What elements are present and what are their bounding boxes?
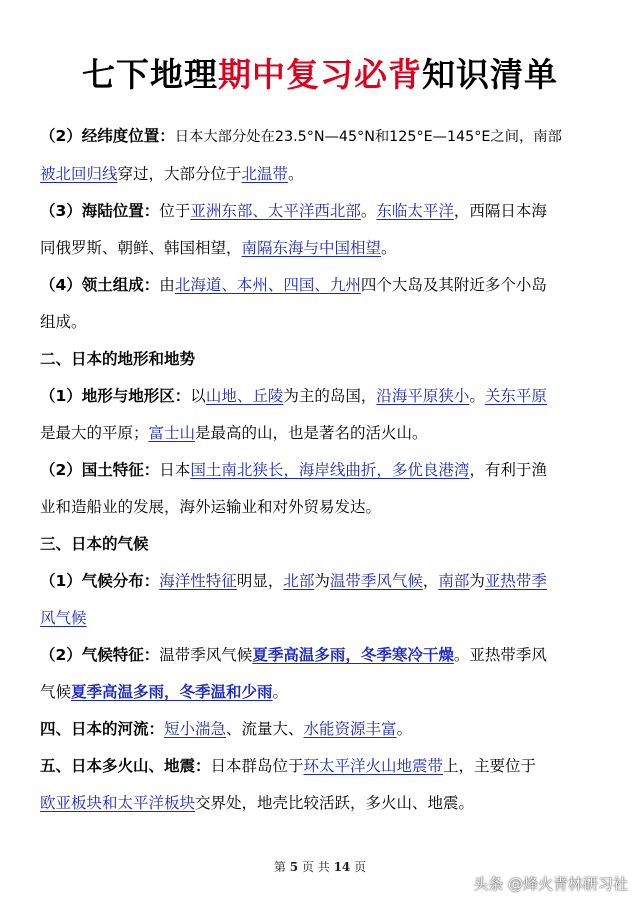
answer: 北海道、本州、四国、九州 <box>174 276 361 294</box>
answer: 亚洲东部、太平洋西北部 <box>190 202 361 220</box>
text: 明显， <box>236 572 284 590</box>
text: 。亚热带季风 <box>453 646 547 664</box>
text: 交界处，地壳比较活跃，多火山、地震。 <box>195 794 475 812</box>
answer: 夏季高温多雨，冬季温和少雨 <box>71 683 273 701</box>
text: ， <box>422 572 439 590</box>
section-heading-terrain: 二、日本的地形和地势 <box>40 350 196 368</box>
text: 日本群岛位于 <box>210 757 304 775</box>
title-part-3: 知识清单 <box>422 55 558 94</box>
page-title <box>0 50 640 100</box>
text: 四个大岛及其附近多个小岛 <box>360 276 547 294</box>
text: 业和造船业的发展，海外运输业和对外贸易发达。 <box>40 498 382 516</box>
page-total: 14 <box>333 860 351 874</box>
paragraph-lat-long <box>40 118 610 193</box>
answer: 北温带 <box>241 165 289 183</box>
text: 以 <box>190 387 206 405</box>
text: 。 <box>469 387 485 405</box>
paragraph-landform <box>40 378 610 452</box>
text: 气候 <box>40 683 72 701</box>
text: ，西隔日本海 <box>453 202 547 220</box>
text: 穿过，大部分位于 <box>117 165 242 183</box>
paragraph-territory-feature <box>40 452 610 526</box>
text: 为 <box>469 572 485 590</box>
section-heading-climate: 三、日本的气候 <box>40 535 149 553</box>
answer: 被北回归线 <box>40 165 118 183</box>
label: （2）气候特征： <box>40 646 160 664</box>
text: 日本 <box>159 461 191 479</box>
answer: 国土南北狭长，海岸线曲折，多优良港湾 <box>190 461 470 479</box>
watermark: 头条 @烽火青林研习社 <box>473 875 628 893</box>
label: 四、日本的河流： <box>40 720 165 738</box>
title-part-1: 七下地理 <box>82 55 218 94</box>
text: 为主的岛国， <box>283 387 377 405</box>
label: （2）国土特征： <box>40 461 160 479</box>
answer: 东临太平洋 <box>376 202 454 220</box>
answer: 富士山 <box>148 424 196 442</box>
footer-text: 页 <box>354 860 367 874</box>
label: （2）经纬度位置： <box>40 127 175 145</box>
paragraph-climate-distribution <box>40 563 610 637</box>
answer: 南隔东海与中国相望 <box>241 239 382 257</box>
title-part-highlight: 期中复习必背 <box>218 55 422 94</box>
label: （3）海陆位置： <box>40 202 160 220</box>
answer: 短小湍急 <box>164 720 227 738</box>
paragraph-rivers <box>40 711 610 748</box>
answer: 山地、丘陵 <box>205 387 284 405</box>
answer: 亚热带季 <box>484 572 547 590</box>
text: 。 <box>272 683 289 701</box>
answer: 温带季风气候 <box>329 572 423 590</box>
page-number: 5 <box>289 860 299 874</box>
answer: 南部 <box>438 572 470 590</box>
text: 。 <box>360 202 377 220</box>
label: （1）地形与地形区： <box>40 387 191 405</box>
answer: 水能资源丰富 <box>303 720 397 738</box>
document-body <box>40 118 610 822</box>
label: 五、日本多火山、地震： <box>40 757 211 775</box>
answer: 沿海平原狭小 <box>376 387 470 405</box>
paragraph-climate-feature <box>40 637 610 711</box>
text: 是最大的平原； <box>40 424 149 442</box>
text: 温带季风气候 <box>159 646 253 664</box>
text: 。 <box>381 239 397 257</box>
paragraph-volcano <box>40 748 610 822</box>
text: 日本大部分处在23.5°N—45°N和125°E—145°E之间，南部 <box>174 129 562 145</box>
text: 同俄罗斯、朝鲜、韩国相望， <box>40 239 242 257</box>
label: （1）气候分布： <box>40 572 160 590</box>
paragraph-sea-land <box>40 193 610 267</box>
text: 上，主要位于 <box>443 757 537 775</box>
answer: 北部 <box>283 572 315 590</box>
text: 、流量大、 <box>226 720 304 738</box>
text: 。 <box>396 720 413 738</box>
text: 由 <box>159 276 175 294</box>
text: 。 <box>288 165 304 183</box>
answer: 欧亚板块和太平洋板块 <box>40 794 196 812</box>
paragraph-territory <box>40 267 610 341</box>
answer: 环太平洋火山地震带 <box>303 757 444 775</box>
answer: 风气候 <box>40 609 87 627</box>
text: 组成。 <box>40 313 87 331</box>
answer: 夏季高温多雨，冬季寒冷干燥 <box>252 646 454 664</box>
footer-text: 第 <box>273 860 286 874</box>
text: 为 <box>314 572 330 590</box>
answer: 海洋性特征 <box>159 572 237 590</box>
label: （4）领土组成： <box>40 276 160 294</box>
text: ，有利于渔 <box>469 461 547 479</box>
text: 位于 <box>159 202 191 220</box>
text: 是最高的山，也是著名的活火山。 <box>195 424 428 442</box>
answer: 关东平原 <box>484 387 547 405</box>
footer-text: 页 共 <box>301 860 330 874</box>
